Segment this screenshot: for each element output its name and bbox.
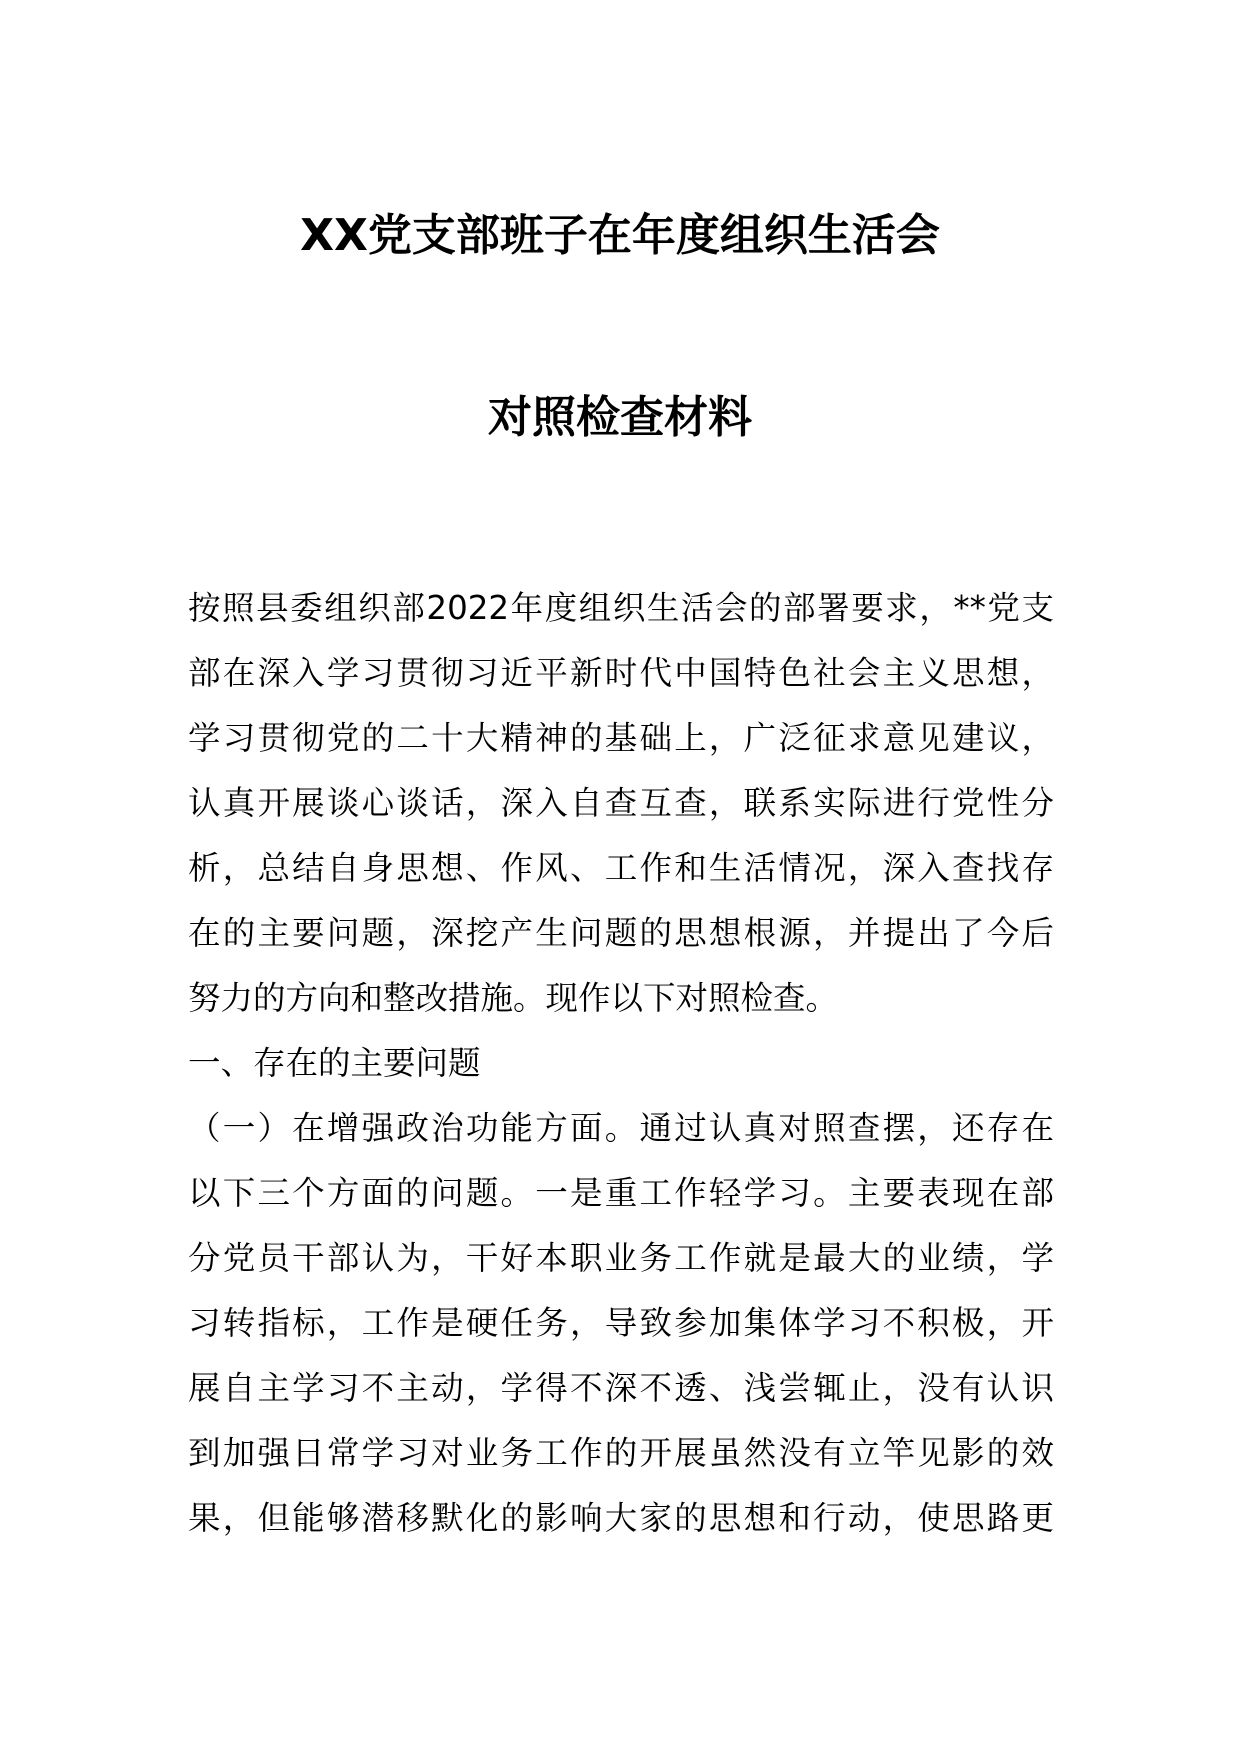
body-line: 按照县委组织部2022年度组织生活会的部署要求，**党支 <box>188 589 1054 627</box>
document-title-line-1: XX党支部班子在年度组织生活会 <box>300 210 940 261</box>
body-line: 分党员干部认为，干好本职业务工作就是最大的业绩，学 <box>188 1239 1054 1277</box>
document-title-line-2: 对照检查材料 <box>488 392 752 443</box>
document-body <box>188 576 1054 1551</box>
body-line: 以下三个方面的问题。一是重工作轻学习。主要表现在部 <box>188 1174 1054 1212</box>
body-line: 认真开展谈心谈话，深入自查互查，联系实际进行党性分 <box>188 784 1054 822</box>
body-line: 习转指标，工作是硬任务，导致参加集体学习不积极，开 <box>188 1304 1054 1342</box>
section-heading: 一、存在的主要问题 <box>188 1044 481 1082</box>
body-line: 学习贯彻党的二十大精神的基础上，广泛征求意见建议， <box>188 719 1054 757</box>
body-line: 果，但能够潜移默化的影响大家的思想和行动，使思路更 <box>188 1499 1054 1537</box>
body-line: 到加强日常学习对业务工作的开展虽然没有立竿见影的效 <box>188 1434 1054 1472</box>
body-line: （一）在增强政治功能方面。通过认真对照查摆，还存在 <box>188 1109 1054 1147</box>
body-line: 在的主要问题，深挖产生问题的思想根源，并提出了今后 <box>188 914 1054 952</box>
body-line: 努力的方向和整改措施。现作以下对照检查。 <box>188 979 839 1017</box>
body-line: 展自主学习不主动，学得不深不透、浅尝辄止，没有认识 <box>188 1369 1054 1407</box>
body-line: 部在深入学习贯彻习近平新时代中国特色社会主义思想， <box>188 654 1054 692</box>
body-line: 析，总结自身思想、作风、工作和生活情况，深入查找存 <box>188 849 1054 887</box>
